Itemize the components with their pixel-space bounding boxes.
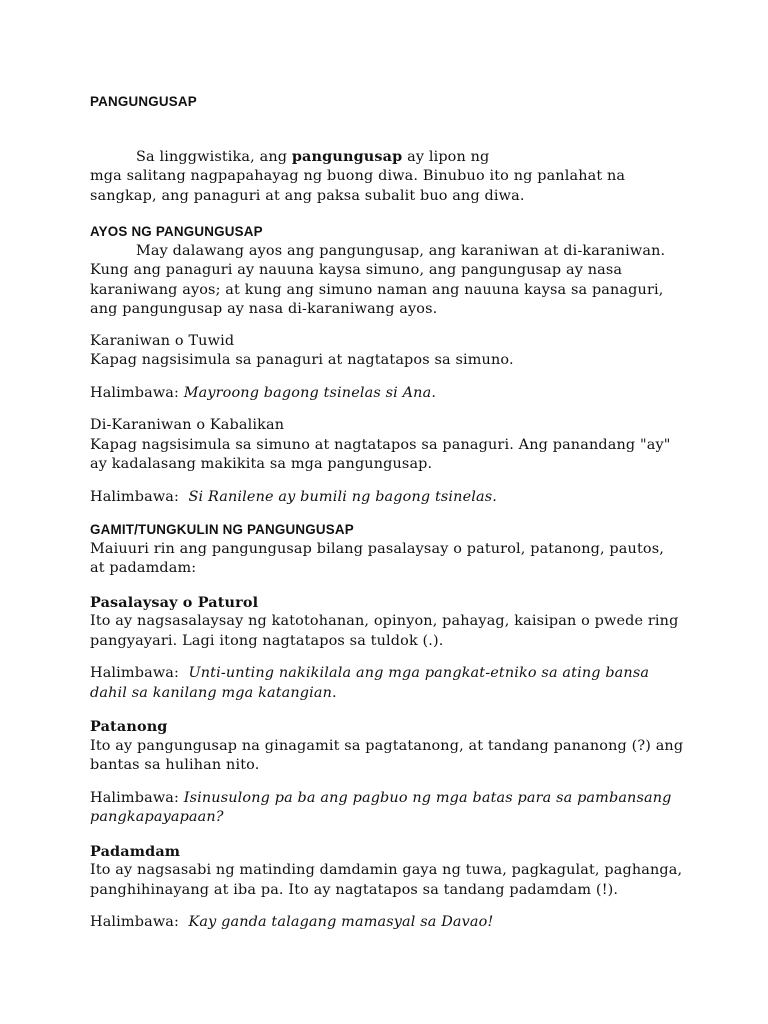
karaniwan-description: Kapag nagsisimula sa panaguri at nagtatapos sa simuno. — [90, 352, 514, 368]
ayos-heading: AYOS NG PANGUNGUSAP — [90, 224, 263, 239]
padamdam-label: Padamdam — [90, 842, 181, 860]
example-label: Halimbawa: — [90, 789, 184, 806]
intro-text-rest: mga salitang nagpapahayag ng buong diwa. Binubuo ito ng panlahat na sangkap, ang panaguri at ang paksa subalit buo ang diwa. — [90, 168, 626, 204]
patanong-description: Ito ay pangungusap na ginagamit sa pagtatanong, at tandang pananong (?) ang bantas sa hulihan nito. — [90, 737, 684, 773]
patanong-label: Patanong — [90, 718, 168, 735]
example-text: Mayroong bagong tsinelas si Ana — [183, 384, 432, 401]
intro-bold-term: pangungusap — [291, 147, 403, 165]
intro-text-after: ay lipon ng — [402, 148, 490, 165]
example-text: Si Ranilene ay bumili ng bagong tsinelas — [188, 488, 493, 505]
di-karaniwan-example — [90, 488, 690, 508]
example-label: Halimbawa: — [90, 914, 189, 930]
example-text: Isinusulong pa ba ang pagbuo ng mga batas para sa pambansang pangkapayapaan? — [90, 789, 672, 825]
example-text: Unti-unting nakikilala ang mga pangkat-etniko sa ating bansa dahil sa kanilang mga katangian — [90, 665, 650, 701]
intro-paragraph — [90, 147, 690, 207]
example-end: . — [431, 384, 437, 401]
padamdam-description: Ito ay nagsasabi ng matinding damdamin gaya ng tuwa, pagkagulat, paghanga, panghihinayang at iba pa. Ito ay nagtatapos sa tandang padamdam (!). — [90, 862, 683, 898]
karaniwan-label: Karaniwan o Tuwid — [90, 332, 235, 349]
example-label: Halimbawa: — [90, 488, 189, 505]
example-label: Halimbawa: — [90, 665, 189, 681]
example-end: . — [332, 684, 337, 701]
document-title: PANGUNGUSAP — [90, 94, 197, 109]
intro-text-before: Sa linggwistika, ang — [136, 148, 292, 165]
patanong-example — [90, 789, 675, 828]
pasalaysay-example — [90, 664, 685, 703]
ayos-paragraph: May dalawang ayos ang pangungusap, ang karaniwan at di-karaniwan. Kung ang panaguri ay nauuna kaysa simuno, ang pangungusap ay nasa karaniwang ayos; at kung ang simuno naman ang nauuna kaysa sa panaguri, ang pangungusap ay nasa di-karaniwang ayos. — [90, 242, 666, 317]
gamit-heading: GAMIT/TUNGKULIN NG PANGUNGUSAP — [90, 522, 354, 537]
example-label: Halimbawa: — [90, 384, 184, 401]
document-page — [90, 92, 690, 933]
gamit-intro: Maiuuri rin ang pangungusap bilang pasalaysay o paturol, patanong, pautos, at padamdam: — [90, 540, 664, 576]
pasalaysay-description: Ito ay nagsasalaysay ng katotohanan, opinyon, pahayag, kaisipan o pwede ring pangyayari. Lagi itong nagtatapos sa tuldok (.). — [90, 613, 679, 649]
example-text: Kay ganda talagang mamasyal sa Davao! — [188, 914, 494, 930]
padamdam-example — [90, 913, 690, 933]
karaniwan-example — [90, 384, 690, 404]
di-karaniwan-label: Di-Karaniwan o Kabalikan — [90, 417, 285, 433]
pasalaysay-label: Pasalaysay o Paturol — [90, 593, 259, 611]
di-karaniwan-description: Kapag nagsisimula sa simuno at nagtatapos sa panaguri. Ang panandang "ay" ay kadalasang makikita sa mga pangungusap. — [90, 436, 671, 472]
example-end: . — [492, 488, 498, 505]
